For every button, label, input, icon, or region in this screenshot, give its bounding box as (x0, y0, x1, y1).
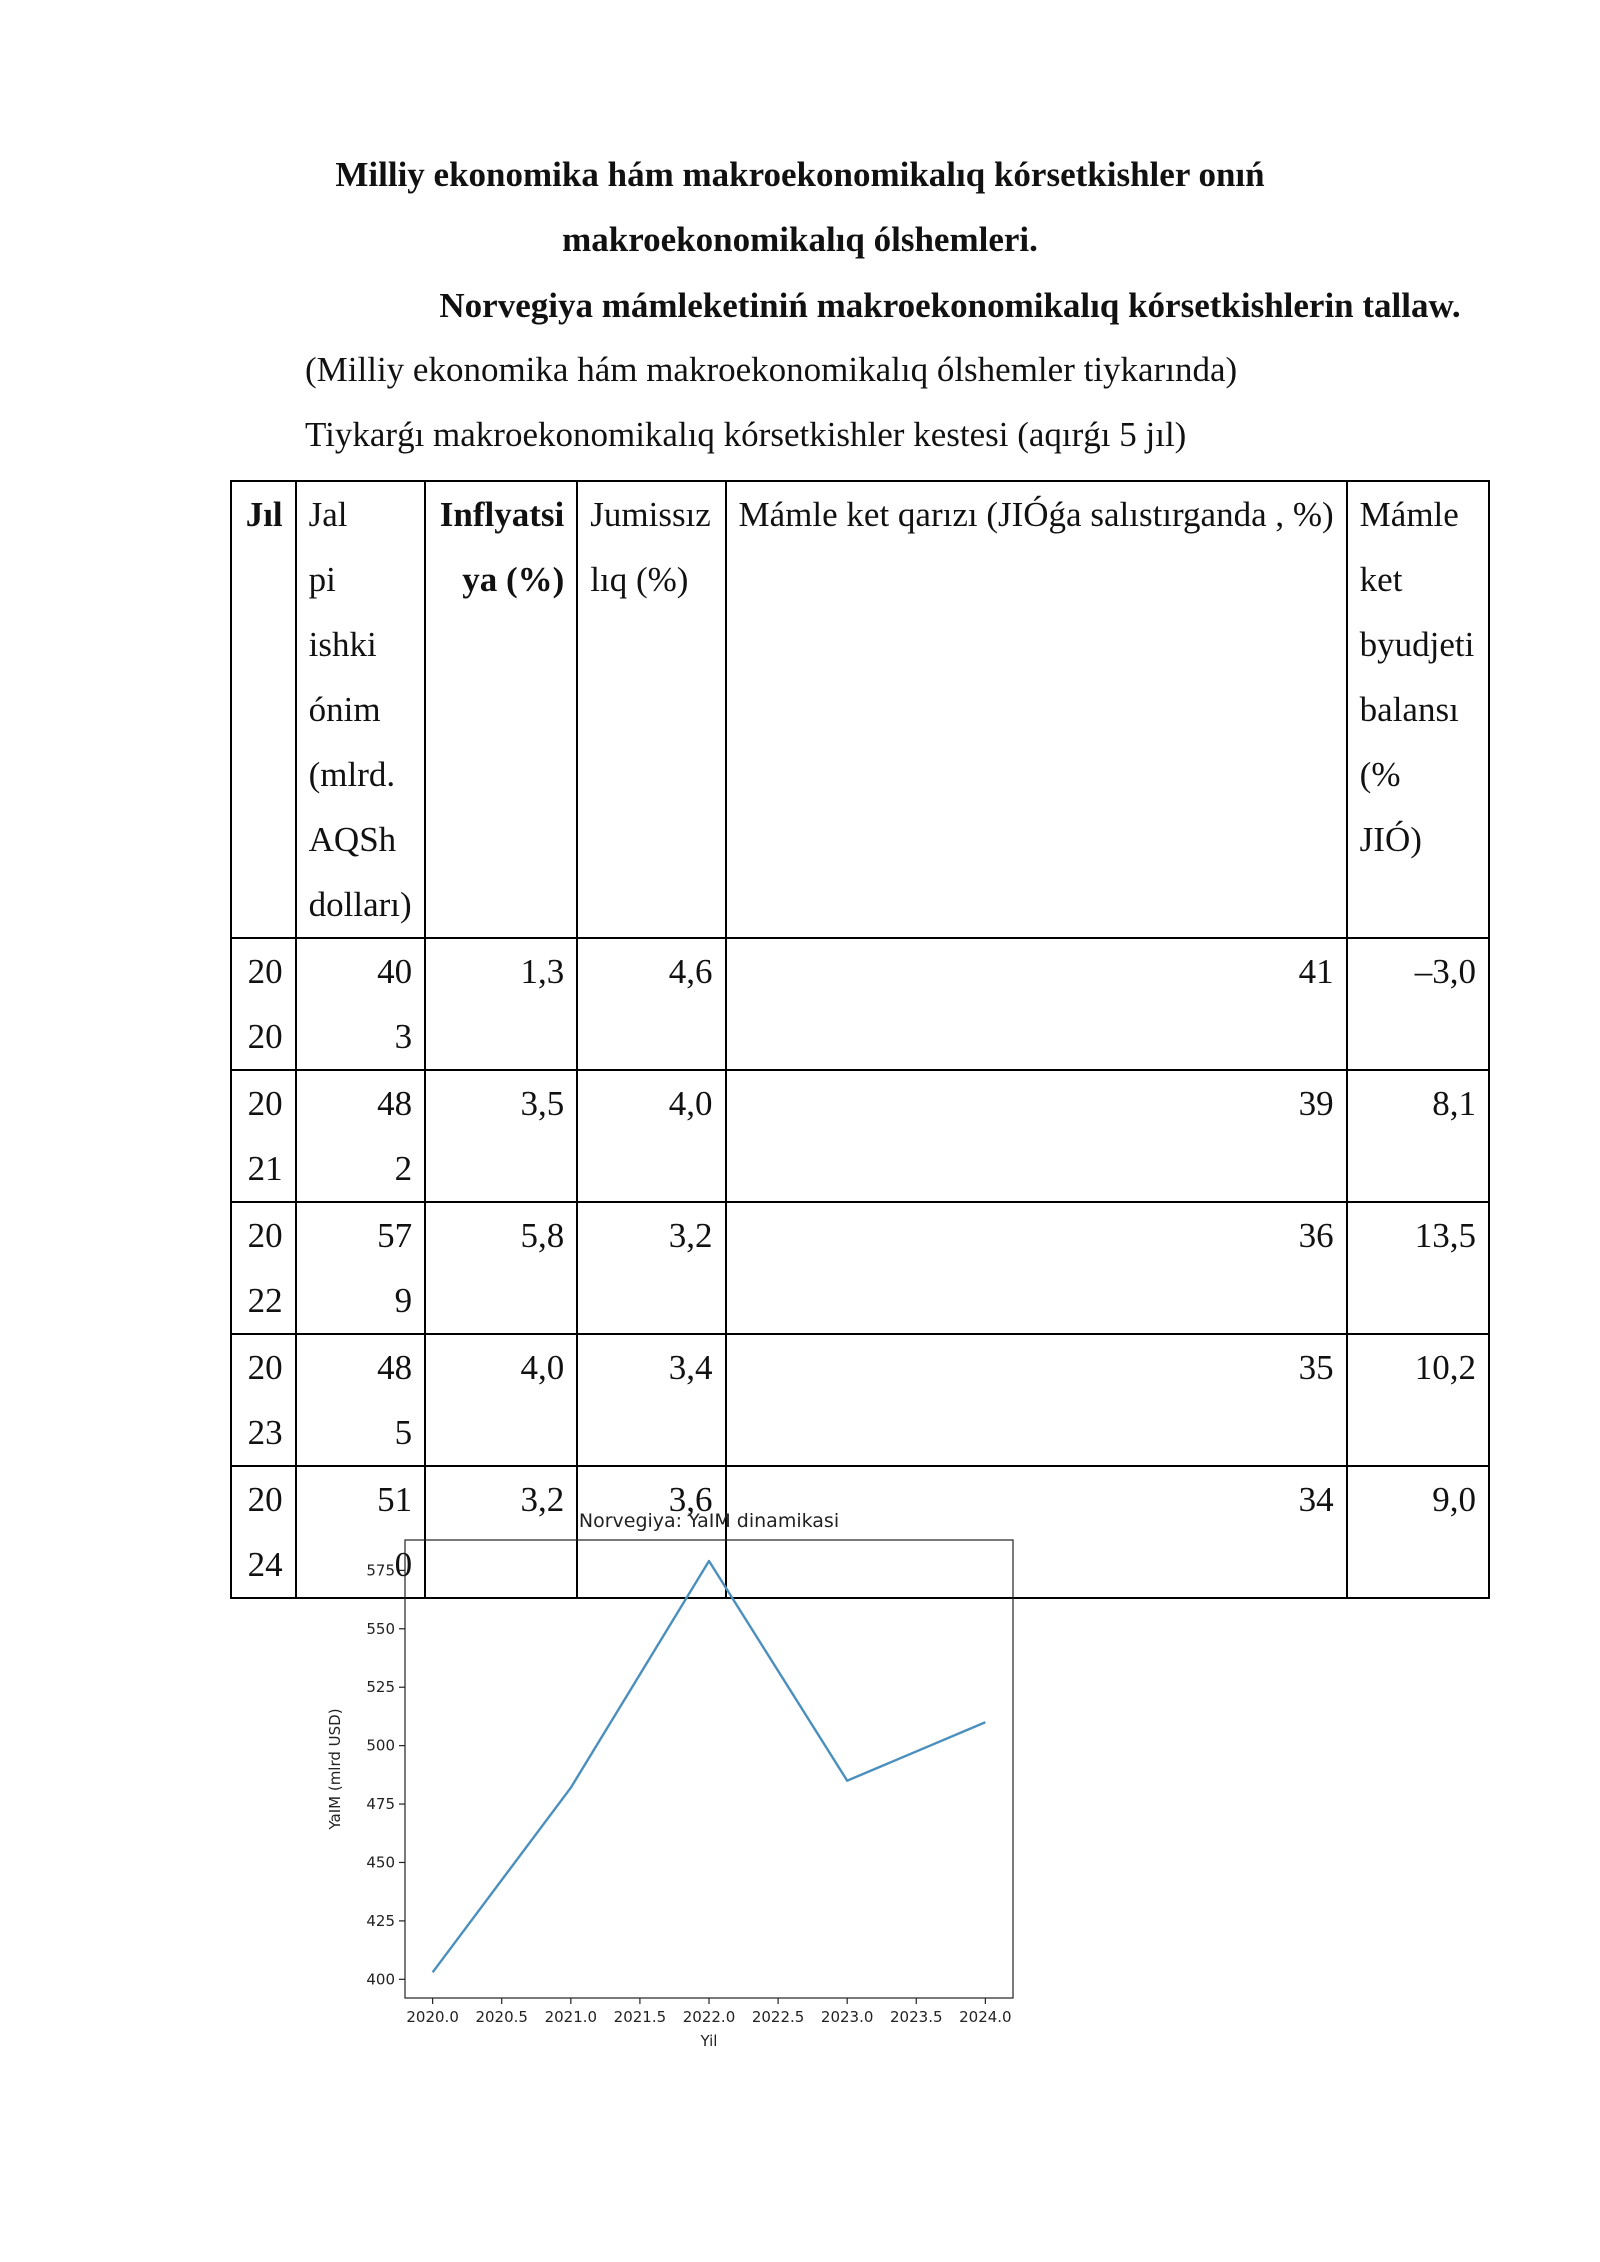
cell-unemployment: 4,0 (577, 1070, 725, 1202)
table-header-row (231, 481, 1489, 938)
cell-gdp: 48 2 (296, 1070, 426, 1202)
table-row (231, 1334, 1489, 1466)
header-budget-balance: Mámle ket byudjeti balansı (% JIÓ) (1347, 481, 1489, 938)
cell-unemployment: 3,4 (577, 1334, 725, 1466)
x-tick-label: 2021.5 (613, 2008, 667, 2026)
plot-frame (405, 1540, 1013, 1998)
cell-budget-balance: 9,0 (1347, 1466, 1489, 1598)
x-tick-label: 2020.5 (475, 2008, 528, 2026)
y-tick-label: 500 (366, 1736, 395, 1755)
chart-title: Norvegiya: YaIM dinamikasi (578, 1510, 840, 1532)
cell-public-debt: 35 (726, 1334, 1347, 1466)
x-tick-label: 2021.0 (544, 2008, 598, 2026)
cell-unemployment: 4,6 (577, 938, 725, 1070)
header-unemployment: Jumissız lıq (%) (577, 481, 725, 938)
cell-inflation: 5,8 (425, 1202, 577, 1334)
cell-gdp: 57 9 (296, 1202, 426, 1334)
series-layer (433, 1561, 986, 1972)
document-title-line-2: makroekonomikalıq ólshemleri. (562, 220, 1038, 259)
x-tick-label: 2023.0 (820, 2008, 874, 2026)
document-subtitle: (Milliy ekonomika hám makroekonomikalıq ólshemler tiykarında) (305, 350, 1238, 389)
x-tick-label: 2020.0 (406, 2008, 459, 2026)
y-axis-label: YaIM (mlrd USD) (326, 1708, 344, 1830)
cell-year: 20 20 (231, 938, 296, 1070)
document-title-line-1: Milliy ekonomika hám makroekonomikalıq kórsetkishler onıń (335, 155, 1265, 194)
document-title-line-3: Norvegiya mámleketiniń makroekonomikalıq kórsetkishlerin tallaw. (439, 286, 1461, 325)
header-public-debt: Mámle ket qarızı (JIÓǵa salıstırganda , %) (726, 481, 1347, 938)
y-tick-label: 475 (366, 1795, 395, 1814)
cell-year: 20 22 (231, 1202, 296, 1334)
x-axis (406, 1998, 1011, 2026)
chart-svg (320, 1505, 1040, 2065)
table-row (231, 1202, 1489, 1334)
cell-inflation: 3,2 (425, 1466, 577, 1598)
cell-gdp: 40 3 (296, 938, 426, 1070)
cell-public-debt: 39 (726, 1070, 1347, 1202)
cell-year: 20 23 (231, 1334, 296, 1466)
y-tick-label: 525 (366, 1678, 395, 1697)
y-tick-label: 550 (366, 1619, 395, 1638)
cell-gdp: 51 0 (296, 1466, 426, 1598)
x-tick-label: 2022.0 (682, 2008, 736, 2026)
cell-budget-balance: 8,1 (1347, 1070, 1489, 1202)
y-tick-label: 450 (366, 1853, 395, 1872)
y-tick-label: 425 (366, 1911, 395, 1930)
cell-inflation: 4,0 (425, 1334, 577, 1466)
x-axis-label: Yil (700, 2032, 718, 2050)
header-gdp: Jal pi ishki ónim (mlrd. AQSh dolları) (296, 481, 426, 938)
cell-gdp: 48 5 (296, 1334, 426, 1466)
table-caption: Tiykarǵı makroekonomikalıq kórsetkishler kestesi (aqırǵı 5 jıl) (305, 415, 1187, 454)
cell-public-debt: 36 (726, 1202, 1347, 1334)
x-tick-label: 2024.0 (959, 2008, 1012, 2026)
y-tick-label: 400 (366, 1970, 395, 1989)
header-year: Jıl (231, 481, 296, 938)
cell-budget-balance: 13,5 (1347, 1202, 1489, 1334)
cell-year: 20 24 (231, 1466, 296, 1598)
table-row (231, 1070, 1489, 1202)
gdp-line-chart (320, 1505, 1040, 2065)
cell-inflation: 3,5 (425, 1070, 577, 1202)
cell-budget-balance: –3,0 (1347, 938, 1489, 1070)
cell-year: 20 21 (231, 1070, 296, 1202)
indicators-table (230, 480, 1490, 1599)
y-tick-label: 575 (366, 1561, 395, 1580)
y-axis (366, 1561, 405, 1988)
cell-unemployment: 3,2 (577, 1202, 725, 1334)
x-tick-label: 2022.5 (751, 2008, 805, 2026)
header-inflation: Inflyatsi ya (%) (425, 481, 577, 938)
cell-inflation: 1,3 (425, 938, 577, 1070)
cell-unemployment: 3,6 (577, 1466, 725, 1598)
gdp-series-line (433, 1561, 986, 1972)
x-tick-label: 2023.5 (890, 2008, 943, 2026)
cell-budget-balance: 10,2 (1347, 1334, 1489, 1466)
cell-public-debt: 41 (726, 938, 1347, 1070)
table-row (231, 938, 1489, 1070)
cell-public-debt: 34 (726, 1466, 1347, 1598)
